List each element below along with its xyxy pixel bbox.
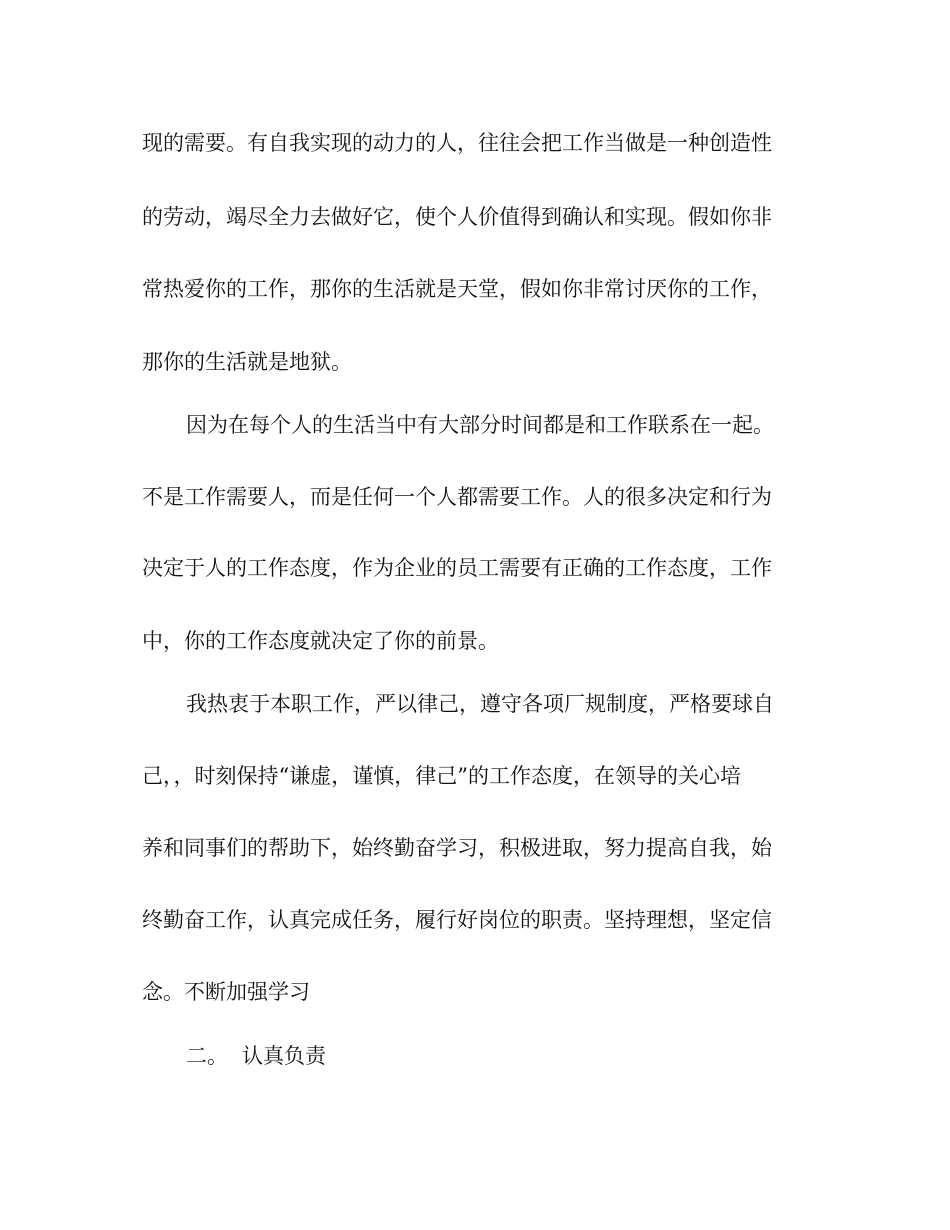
- paragraph-1-line-1: 现的需要。有自我实现的动力的人，往往会把工作当做是一种创造性: [142, 131, 772, 155]
- paragraph-2-line-1: 因为在每个人的生活当中有大部分时间都是和工作联系在一起。: [186, 413, 774, 437]
- paragraph-2-line-4: 中，你的工作态度就决定了你的前景。: [142, 629, 499, 653]
- section-heading-title: 认真负责: [242, 1044, 326, 1068]
- paragraph-2-line-2: 不是工作需要人，而是任何一个人都需要工作。人的很多决定和行为: [142, 485, 772, 509]
- paragraph-1-line-4: 那你的生活就是地狱。: [142, 350, 352, 374]
- paragraph-1-line-2: 的劳动，竭尽全力去做好它，使个人价值得到确认和实现。假如你非: [142, 205, 772, 229]
- section-heading: [186, 1041, 846, 1071]
- paragraph-3-line-1: 我热衷于本职工作，严以律己，遵守各项厂规制度，严格要球自: [186, 692, 774, 716]
- paragraph-3-line-4: 终勤奋工作，认真完成任务，履行好岗位的职责。坚持理想，坚定信: [142, 908, 772, 932]
- paragraph-1-line-3: 常热爱你的工作，那你的生活就是天堂，假如你非常讨厌你的工作，: [142, 277, 772, 301]
- paragraph-2-line-3: 决定于人的工作态度，作为企业的员工需要有正确的工作态度，工作: [142, 556, 772, 580]
- section-heading-number: 二。: [186, 1044, 228, 1068]
- paragraph-3-line-2: 己，，时刻保持“谦虚，谨慎，律己”的工作态度，在领导的关心培: [142, 764, 741, 788]
- paragraph-3-line-3: 养和同事们的帮助下，始终勤奋学习，积极进取，努力提高自我，始: [142, 836, 772, 860]
- paragraph-3-line-5: 念。不断加强学习: [142, 980, 310, 1004]
